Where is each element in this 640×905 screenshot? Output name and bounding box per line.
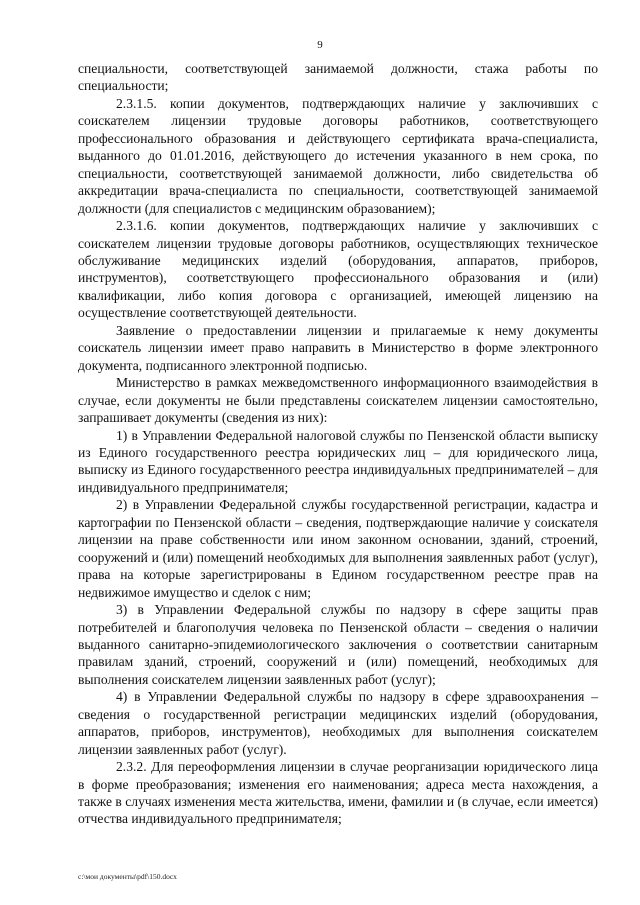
list-item-3: 3) в Управлении Федеральной службы по надзору в сфере защиты прав потребителей и благополучия человека по Пензенской области – сведения о наличии выданного санитарно-эпидемиологического заключения о соответствии санитарным правилам зданий, строений, сооружений и (или) помещений, необходимых для выполнения соискателем лицензии заявленных работ (услуг); [78,602,598,687]
page-number: 9 [317,39,323,51]
paragraph-2-3-2: 2.3.2. Для переоформления лицензии в случае реорганизации юридического лица в форме преобразования; изменения его наименования; адреса места нахождения, а также в случаях изменения места жительства, имени, фамилии и (в случае, если имеется) отчества индивидуального предпринимателя; [78,759,598,827]
paragraph-electronic-application: Заявление о предоставлении лицензии и прилагаемые к нему документы соискатель лицензии имеет право направить в Министерство в форме электронного документа, подписанного электронной подписью. [78,322,598,373]
paragraph-2-3-1-6: 2.3.1.6. копии документов, подтверждающих наличие у заключивших с соискателем лицензии трудовые договоры работников, осуществляющих техническое обслуживание медицинских изделий (оборудования, аппаратов, приборов, инструментов), соответствующего профессионального образования и (или) квалификации, либо копия договора с организацией, имеющей лицензию на осуществление соответствующей деятельности. [78,218,598,321]
paragraph-2-3-1-5: 2.3.1.5. копии документов, подтверждающих наличие у заключивших с соискателем лицензии трудовые договоры работников, соответствующего профессионального образования и действующего сертификата врача-специалиста, выданного до 01.01.2016, действующего до истечения указанного в нем срока, по специальности, соответствующей занимаемой должности, либо свидетельства об аккредитации врача-специалиста по специальности, соответствующей занимаемой должности (для специалистов с медицинским образованием); [78,95,598,216]
paragraph-interagency-request: Министерство в рамках межведомственного информационного взаимодействия в случае, если документы не были представлены соискателем лицензии самостоятельно, запрашивает документы (сведения из них): [78,375,598,426]
document-body [78,60,598,828]
paragraph-continuation: специальности, соответствующей занимаемой должности, стажа работы по специальности; [78,61,598,94]
list-item-2: 2) в Управлении Федеральной службы государственной регистрации, кадастра и картографии по Пензенской области – сведения, подтверждающие наличие у соискателя лицензии на праве собственности или ином законном основании, зданий, строений, сооружений и (или) помещений необходимых для выполнения заявленных работ (услуг), права на которые зарегистрированы в Едином государственном реестре прав на недвижимое имущество и сделок с ним; [78,497,598,600]
list-item-4: 4) в Управлении Федеральной службы по надзору в сфере здравоохранения – сведения о государственной регистрации медицинских изделий (оборудования, аппаратов, приборов, инструментов), необходимых для выполнения соискателем лицензии заявленных работ (услуг). [78,689,598,757]
list-item-1: 1) в Управлении Федеральной налоговой службы по Пензенской области выписку из Единого государственного реестра юридических лиц – для юридического лица, выписку из Единого государственного реестра индивидуальных предпринимателей – для индивидуального предпринимателя; [78,427,598,495]
footer-file-path: c:\мои документы\pdf\150.docx [78,872,177,881]
